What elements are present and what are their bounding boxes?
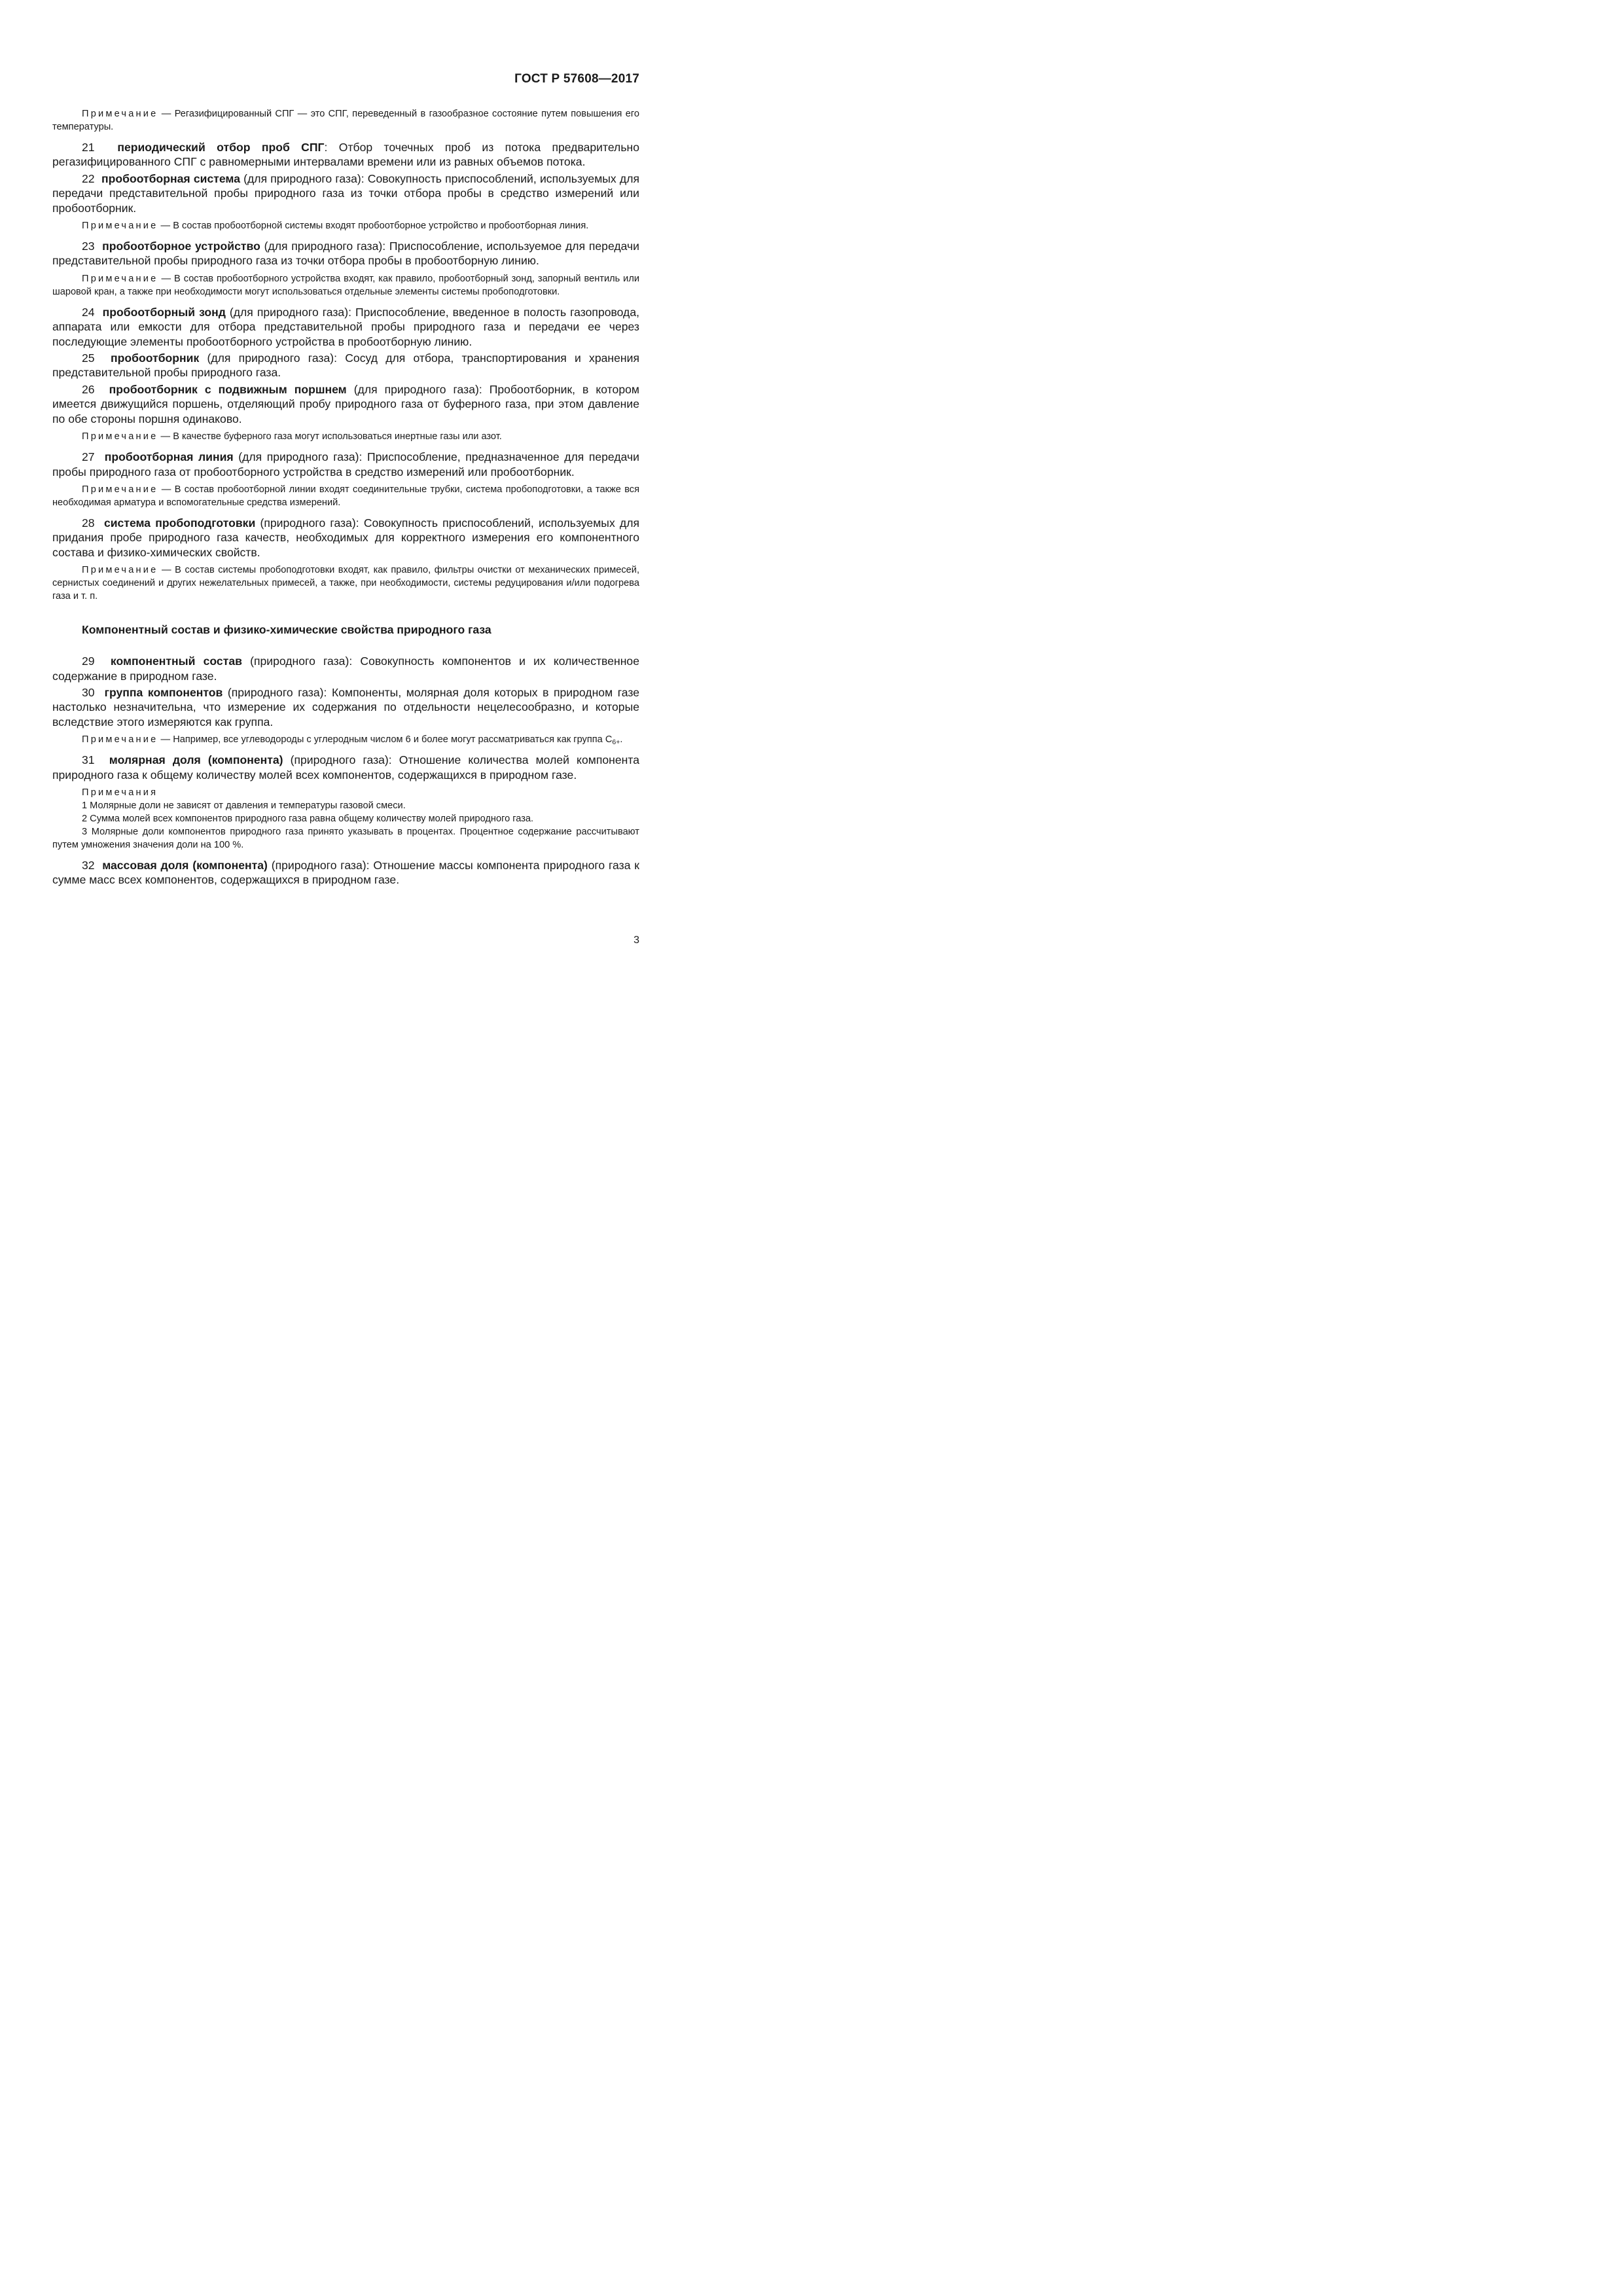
note-text: В состав пробоотборного устройства входят, как правило, пробоотборный зонд, запорный вентиль или шаровой кран, а также при необходимости могут использоваться отдельные элементы системы пробоподготовки.: [52, 273, 640, 297]
term-number: 24: [82, 305, 95, 319]
section-heading: Компонентный состав и физико-химические свойства природного газа: [82, 623, 491, 637]
term-26: [52, 382, 639, 426]
term-24: [52, 305, 639, 349]
note-label: Примечание: [82, 565, 158, 576]
term-definition: (природного газа): Компоненты, молярная доля которых в природном газе настолько незначительна, что измерение их содержания по отдельности нецелесообразно, и которые вследствие этого измеряются как группа.: [52, 685, 639, 728]
note-label: Примечание: [82, 273, 158, 284]
note-text: Например, все углеводороды с углеродным числом 6 и более могут рассматриваться как группа C: [173, 734, 613, 745]
note-label: Примечание: [82, 431, 158, 442]
term-number: 25: [82, 351, 95, 365]
term-definition: (для природного газа): Приспособление, введенное в полость газопровода, аппарата или емкости для отбора представительной пробы природного газа и передачи ее через последующие элементы пробоотборного устройства в пробоотборную линию.: [52, 305, 639, 348]
note-label: Примечание: [82, 221, 158, 232]
note-label: Примечание: [82, 109, 158, 119]
note-dash: —: [158, 431, 173, 442]
note-dash: —: [158, 734, 173, 745]
term-28: [52, 516, 639, 560]
note-text-end: .: [620, 734, 623, 745]
term-23: [52, 239, 639, 268]
term-number: 31: [82, 753, 95, 767]
term-definition: (природного газа): Совокупность приспособлений, используемых для придания пробе природного газа качеств, необходимых для корректного измерения его компонентного состава и физико-химических свойств.: [52, 516, 639, 559]
term-name: пробоотборная система: [101, 171, 240, 185]
note-label: Примечание: [82, 484, 158, 495]
note-subscript: 6+: [612, 738, 620, 747]
document-code-header: ГОСТ Р 57608—2017: [514, 72, 639, 86]
note-component-group: [52, 733, 639, 746]
page-number: 3: [633, 935, 639, 946]
term-definition: (для природного газа): Сосуд для отбора, транспортирования и хранения представительной пробы природного газа.: [52, 351, 639, 380]
note-dash: —: [158, 109, 175, 119]
note-sampling-line: [52, 483, 639, 509]
term-name: пробоотборное устройство: [102, 240, 260, 253]
term-definition: (для природного газа): Пробоотборник, в котором имеется движущийся поршень, отделяющий пробу природного газа от буферного газа, при этом давление по обе стороны поршня одинаково.: [52, 382, 639, 425]
term-definition: (природного газа): Отношение количества молей компонента природного газа к общему количеству молей всех компонентов, содержащихся в природном газе.: [52, 753, 639, 781]
term-definition: (природного газа): Отношение массы компонента природного газа к сумме масс всех компонентов, содержащихся в природном газе.: [52, 858, 639, 887]
term-number: 26: [82, 382, 95, 396]
term-32: [52, 858, 639, 888]
term-definition: (природного газа): Совокупность компонентов и их количественное содержание в природном газе.: [52, 655, 639, 683]
note-dash: —: [158, 484, 175, 495]
term-30: [52, 685, 639, 729]
term-29: [52, 654, 639, 683]
term-number: 28: [82, 516, 95, 529]
term-22: [52, 171, 639, 215]
note-buffer-gas: [52, 430, 639, 443]
term-name: пробоотборный зонд: [102, 305, 226, 319]
note-dash: —: [158, 565, 175, 576]
term-number: 22: [82, 171, 95, 185]
note-text: В состав системы пробоподготовки входят, как правило, фильтры очистки от механических примесей, сернистых соединений и других нежелательных примесей, а также, при необходимости, системы редуцирования и/или подогрева газа и т. п.: [52, 565, 640, 602]
term-name: группа компонентов: [104, 685, 223, 699]
term-number: 27: [82, 450, 95, 464]
note-dash: —: [158, 273, 175, 284]
term-number: 29: [82, 655, 95, 668]
note-label: Примечание: [82, 734, 158, 745]
term-definition: (для природного газа): Приспособление, предназначенное для передачи пробы природного газа от пробоотборного устройства в средство измерений или пробоотборник.: [52, 450, 639, 478]
term-name: пробоотборник: [111, 351, 200, 365]
note-sample-conditioning: [52, 564, 639, 603]
term-name: пробоотборная линия: [104, 450, 234, 464]
term-27: [52, 450, 639, 479]
term-name: пробоотборник с подвижным поршнем: [109, 382, 347, 396]
page-content: [52, 103, 639, 889]
term-definition: : Отбор точечных проб из потока предварительно регазифицированного СПГ с равномерными интервалами времени или из равных объемов потока.: [52, 141, 639, 169]
note-dash: —: [158, 221, 173, 232]
notes-heading: Примечания: [82, 787, 158, 798]
note-regasified-lng: [52, 107, 639, 134]
term-number: 23: [82, 240, 95, 253]
note-item-2: 2 Сумма молей всех компонентов природного газа равна общему количеству молей природного газа.: [82, 813, 534, 824]
term-name: компонентный состав: [110, 655, 242, 668]
note-text: В состав пробоотборной линии входят соединительные трубки, система пробоподготовки, а также вся необходимая арматура и вспомогательные средства измерений.: [52, 484, 640, 508]
note-item-3: 3 Молярные доли компонентов природного газа принято указывать в процентах. Процентное содержание рассчитывают путем умножения значения доли на 100 %.: [52, 826, 639, 850]
term-25: [52, 351, 639, 380]
note-item-1: 1 Молярные доли не зависят от давления и температуры газовой смеси.: [82, 800, 406, 811]
term-definition: (для природного газа): Совокупность приспособлений, используемых для передачи представительной пробы природного газа из точки отбора пробы в средство измерений или пробоотборник.: [52, 171, 639, 215]
term-31: [52, 753, 639, 782]
term-name: периодический отбор проб СПГ: [117, 141, 325, 154]
term-number: 21: [82, 141, 95, 154]
note-text: В качестве буферного газа могут использоваться инертные газы или азот.: [173, 431, 502, 442]
document-page: [0, 0, 721, 1021]
term-number: 32: [82, 858, 95, 872]
term-name: массовая доля (компонента): [102, 858, 268, 872]
term-name: система пробоподготовки: [103, 516, 256, 529]
note-text: Регазифицированный СПГ — это СПГ, переведенный в газообразное состояние путем повышения его температуры.: [52, 109, 640, 132]
note-text: В состав пробоотборной системы входят пробоотборное устройство и пробоотборная линия.: [173, 221, 589, 232]
term-number: 30: [82, 685, 95, 699]
note-sampling-device: [52, 272, 639, 298]
term-name: молярная доля (компонента): [109, 753, 283, 767]
term-definition: (для природного газа): Приспособление, используемое для передачи представительной пробы природного газа из точки отбора пробы в пробоотборную линию.: [52, 240, 640, 268]
note-sampling-system: [52, 219, 639, 232]
term-21: [52, 140, 639, 170]
